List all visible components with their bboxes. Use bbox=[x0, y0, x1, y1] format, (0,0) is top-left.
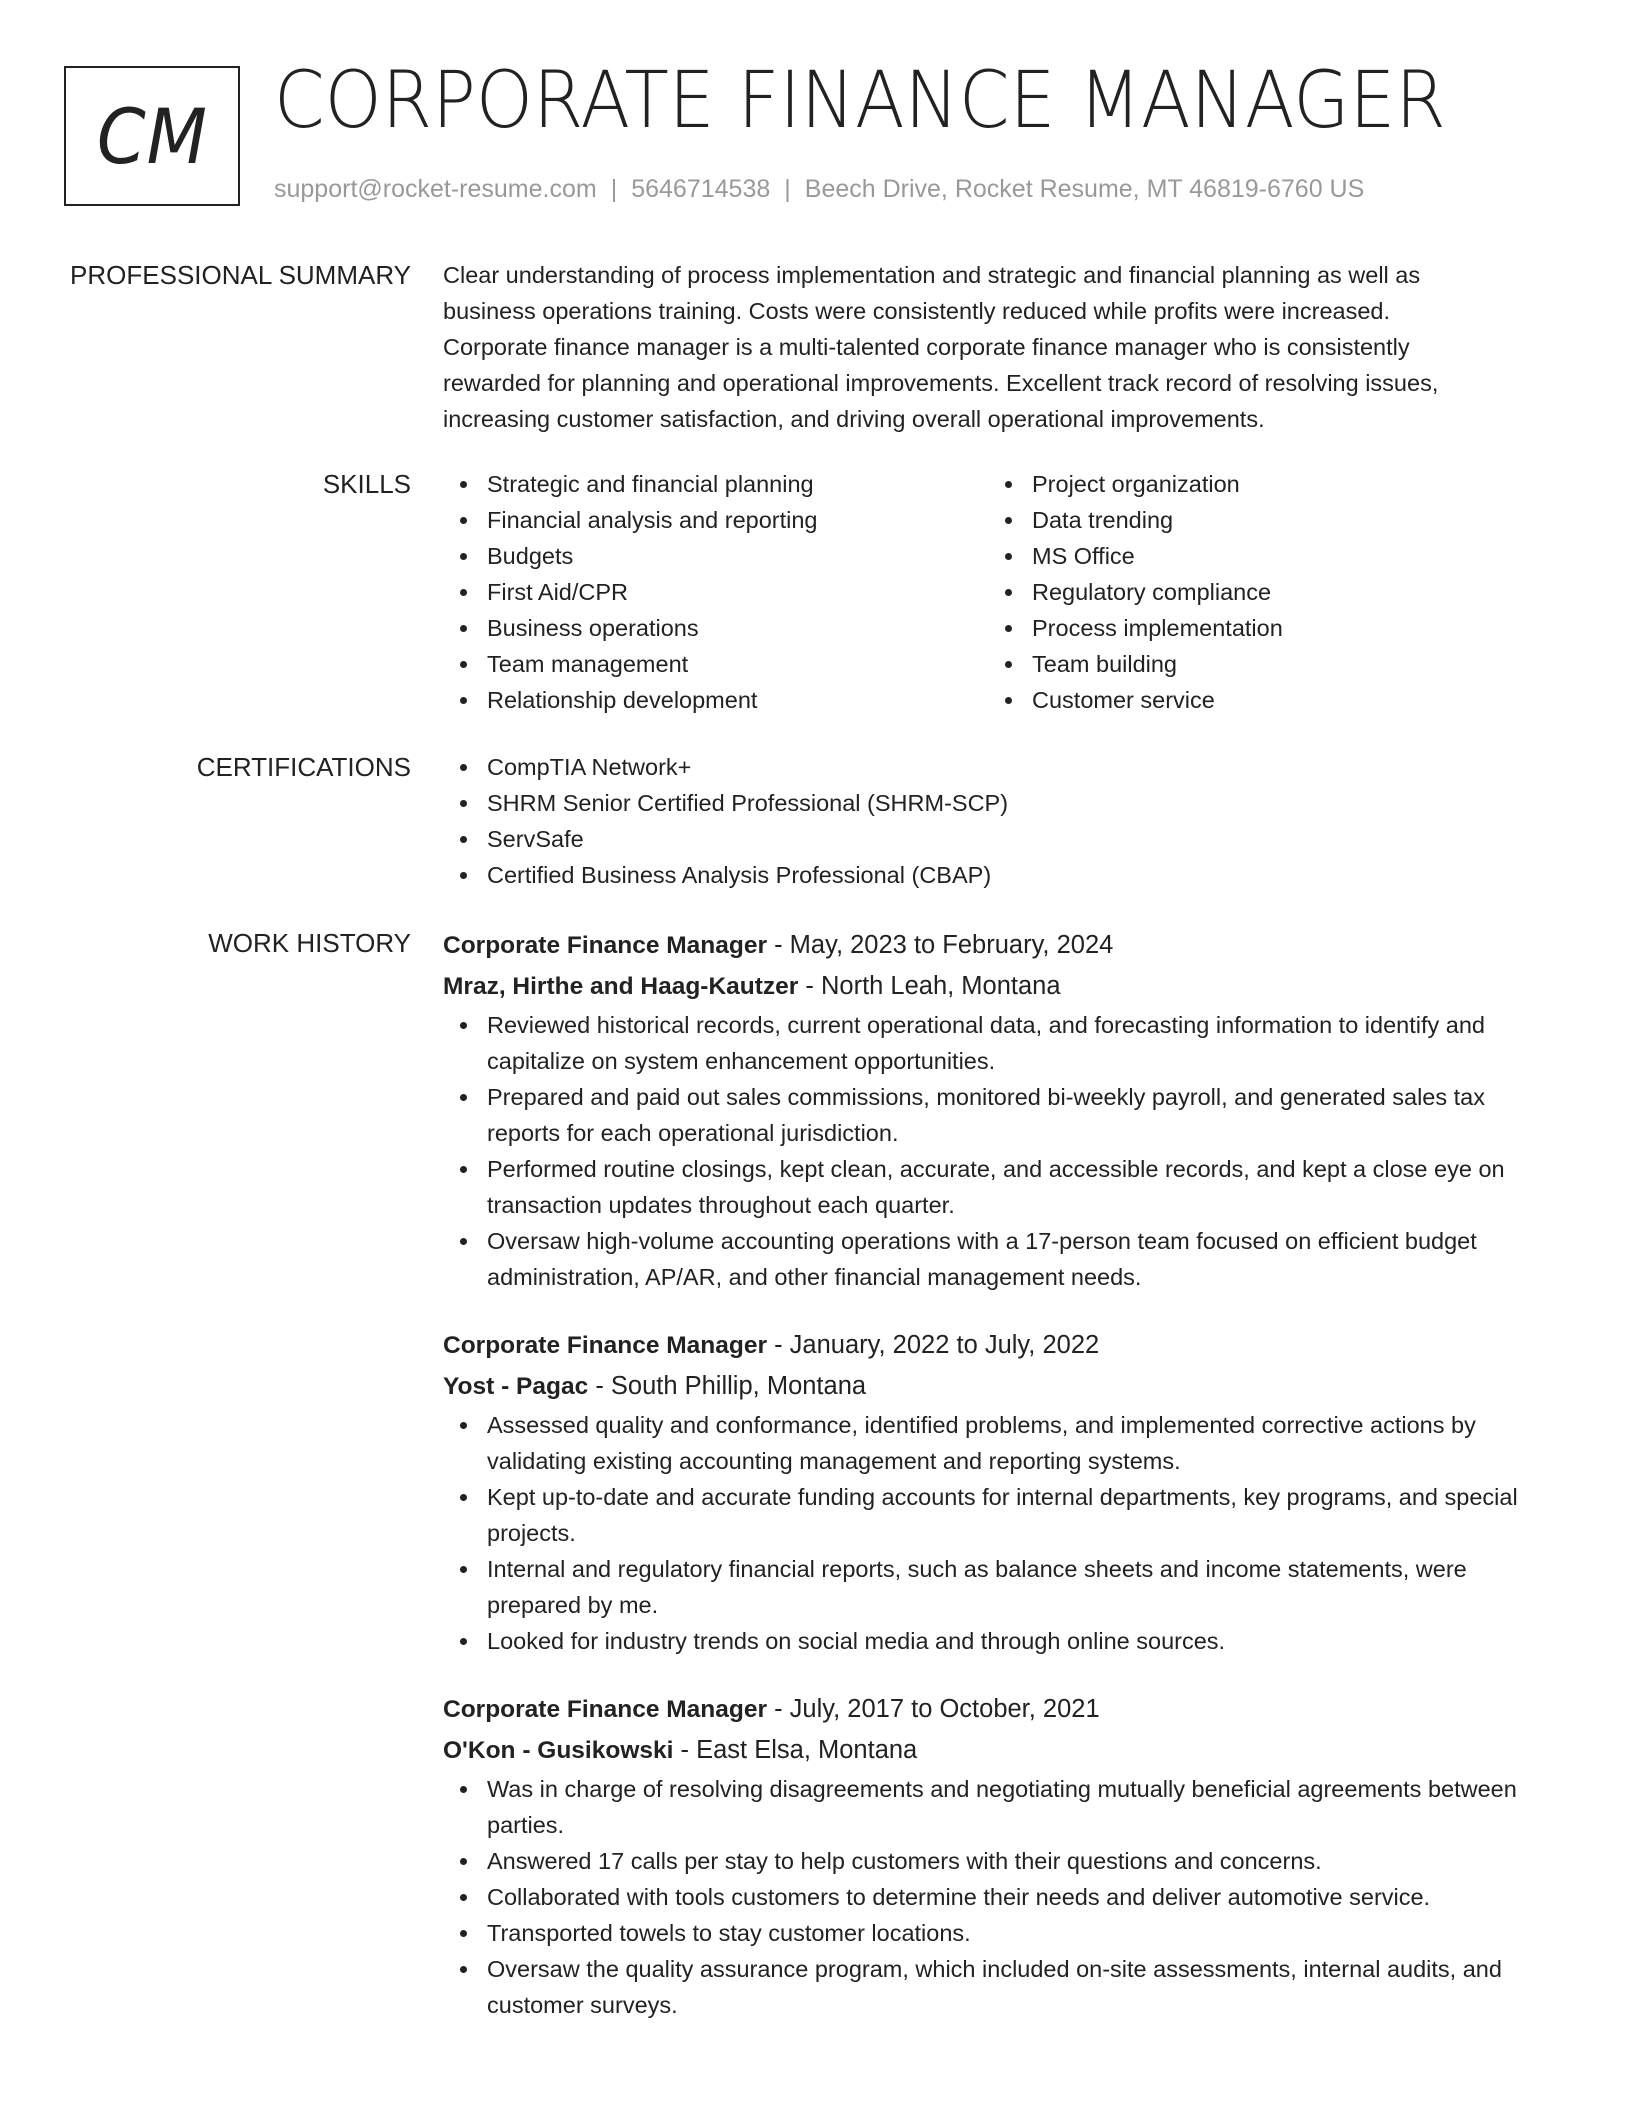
certification-item: CompTIA Network+ bbox=[443, 749, 1553, 785]
section-label-skills: SKILLS bbox=[322, 469, 411, 499]
job-dates: - July, 2017 to October, 2021 bbox=[767, 1695, 1100, 1723]
job-company-line bbox=[443, 1730, 1553, 1771]
job-bullet: Reviewed historical records, current operational data, and forecasting information to identify and capitalize on system enhancement opportunities. bbox=[443, 1007, 1553, 1079]
summary-text bbox=[443, 257, 1553, 437]
skill-item: Data trending bbox=[988, 502, 1533, 538]
job-location: - North Leah, Montana bbox=[798, 972, 1061, 1000]
certifications-bullets bbox=[443, 749, 1553, 893]
job-bullets bbox=[443, 1407, 1553, 1659]
job-bullet: Looked for industry trends on social media and through online sources. bbox=[443, 1623, 1553, 1659]
job-company-line bbox=[443, 1366, 1553, 1407]
job-company: Mraz, Hirthe and Haag-Kautzer bbox=[443, 973, 799, 1000]
contact-email[interactable]: support@rocket-resume.com bbox=[274, 175, 597, 203]
job-bullets bbox=[443, 1007, 1553, 1295]
job-title: Corporate Finance Manager bbox=[443, 932, 768, 959]
job-entry bbox=[443, 1325, 1553, 1659]
skill-item: First Aid/CPR bbox=[443, 574, 988, 610]
skill-item: Customer service bbox=[988, 682, 1533, 718]
skill-item: Team building bbox=[988, 646, 1533, 682]
certification-item: SHRM Senior Certified Professional (SHRM-SCP) bbox=[443, 785, 1553, 821]
job-dates: - May, 2023 to February, 2024 bbox=[767, 931, 1114, 959]
job-bullets bbox=[443, 1771, 1553, 2023]
skill-item: Regulatory compliance bbox=[988, 574, 1533, 610]
job-company: Yost - Pagac bbox=[443, 1373, 589, 1400]
contact-address: Beech Drive, Rocket Resume, MT 46819-6760 US bbox=[804, 175, 1365, 203]
job-bullet: Assessed quality and conformance, identified problems, and implemented corrective actions by validating existing accounting management and reporting systems. bbox=[443, 1407, 1553, 1479]
skill-item: Project organization bbox=[988, 466, 1533, 502]
skills-column-left bbox=[443, 466, 988, 718]
section-label-work-history: WORK HISTORY bbox=[208, 928, 411, 958]
job-bullet: Oversaw the quality assurance program, which included on-site assessments, internal audits, and customer surveys. bbox=[443, 1951, 1553, 2023]
job-bullet: Transported towels to stay customer locations. bbox=[443, 1915, 1553, 1951]
contact-phone[interactable]: 5646714538 bbox=[631, 175, 771, 203]
skill-item: Relationship development bbox=[443, 682, 988, 718]
job-company-line bbox=[443, 966, 1553, 1007]
contact-separator: | bbox=[784, 175, 791, 203]
job-bullet: Oversaw high-volume accounting operations with a 17-person team focused on efficient budget administration, AP/AR, and other financial management needs. bbox=[443, 1223, 1553, 1295]
job-title-line bbox=[443, 925, 1553, 966]
monogram-text: CM bbox=[96, 91, 208, 181]
skills-list bbox=[443, 466, 1553, 718]
skill-item: Business operations bbox=[443, 610, 988, 646]
contact-separator: | bbox=[610, 175, 618, 203]
job-title-line bbox=[443, 1689, 1553, 1730]
contact-line bbox=[274, 172, 1364, 206]
skill-item: Strategic and financial planning bbox=[443, 466, 988, 502]
skill-item: Budgets bbox=[443, 538, 988, 574]
job-title-line bbox=[443, 1325, 1553, 1366]
job-entry bbox=[443, 925, 1553, 1295]
job-entry bbox=[443, 1689, 1553, 2023]
job-location: - South Phillip, Montana bbox=[588, 1372, 867, 1400]
skills-column-right bbox=[988, 466, 1533, 718]
job-title: Corporate Finance Manager bbox=[443, 1332, 768, 1359]
certifications-list bbox=[443, 749, 1553, 893]
job-company: O'Kon - Gusikowski bbox=[443, 1737, 674, 1764]
summary-line: Corporate finance manager is a multi-talented corporate finance manager who is consistently bbox=[443, 334, 1410, 360]
job-bullet: Prepared and paid out sales commissions, monitored bi-weekly payroll, and generated sales tax reports for each operational jurisdiction. bbox=[443, 1079, 1553, 1151]
summary-line: business operations training. Costs were consistently reduced while profits were increased. bbox=[443, 298, 1390, 324]
job-title: Corporate Finance Manager bbox=[443, 1696, 768, 1723]
job-bullet: Kept up-to-date and accurate funding accounts for internal departments, key programs, and special projects. bbox=[443, 1479, 1553, 1551]
skill-item: Process implementation bbox=[988, 610, 1533, 646]
section-label-certifications: CERTIFICATIONS bbox=[196, 752, 411, 782]
job-bullet: Collaborated with tools customers to determine their needs and deliver automotive service. bbox=[443, 1879, 1553, 1915]
summary-line: rewarded for planning and operational improvements. Excellent track record of resolving issues, bbox=[443, 370, 1439, 396]
monogram-logo bbox=[64, 66, 240, 206]
skill-item: Team management bbox=[443, 646, 988, 682]
skill-item: Financial analysis and reporting bbox=[443, 502, 988, 538]
job-bullet: Was in charge of resolving disagreements and negotiating mutually beneficial agreements between parties. bbox=[443, 1771, 1553, 1843]
skill-item: MS Office bbox=[988, 538, 1533, 574]
job-bullet: Internal and regulatory financial reports, such as balance sheets and income statements, were prepared by me. bbox=[443, 1551, 1553, 1623]
certification-item: Certified Business Analysis Professional (CBAP) bbox=[443, 857, 1553, 893]
job-bullet: Answered 17 calls per stay to help customers with their questions and concerns. bbox=[443, 1843, 1553, 1879]
section-label-summary: PROFESSIONAL SUMMARY bbox=[70, 260, 411, 290]
summary-line: Clear understanding of process implementation and strategic and financial planning as well as bbox=[443, 262, 1421, 288]
job-bullet: Performed routine closings, kept clean, accurate, and accessible records, and kept a close eye on transaction updates throughout each quarter. bbox=[443, 1151, 1553, 1223]
job-location: - East Elsa, Montana bbox=[673, 1736, 918, 1764]
summary-line: increasing customer satisfaction, and driving overall operational improvements. bbox=[443, 406, 1265, 432]
page-title: CORPORATE FINANCE MANAGER bbox=[274, 56, 1446, 146]
certification-item: ServSafe bbox=[443, 821, 1553, 857]
job-dates: - January, 2022 to July, 2022 bbox=[767, 1331, 1100, 1359]
work-history-list bbox=[443, 925, 1553, 2023]
